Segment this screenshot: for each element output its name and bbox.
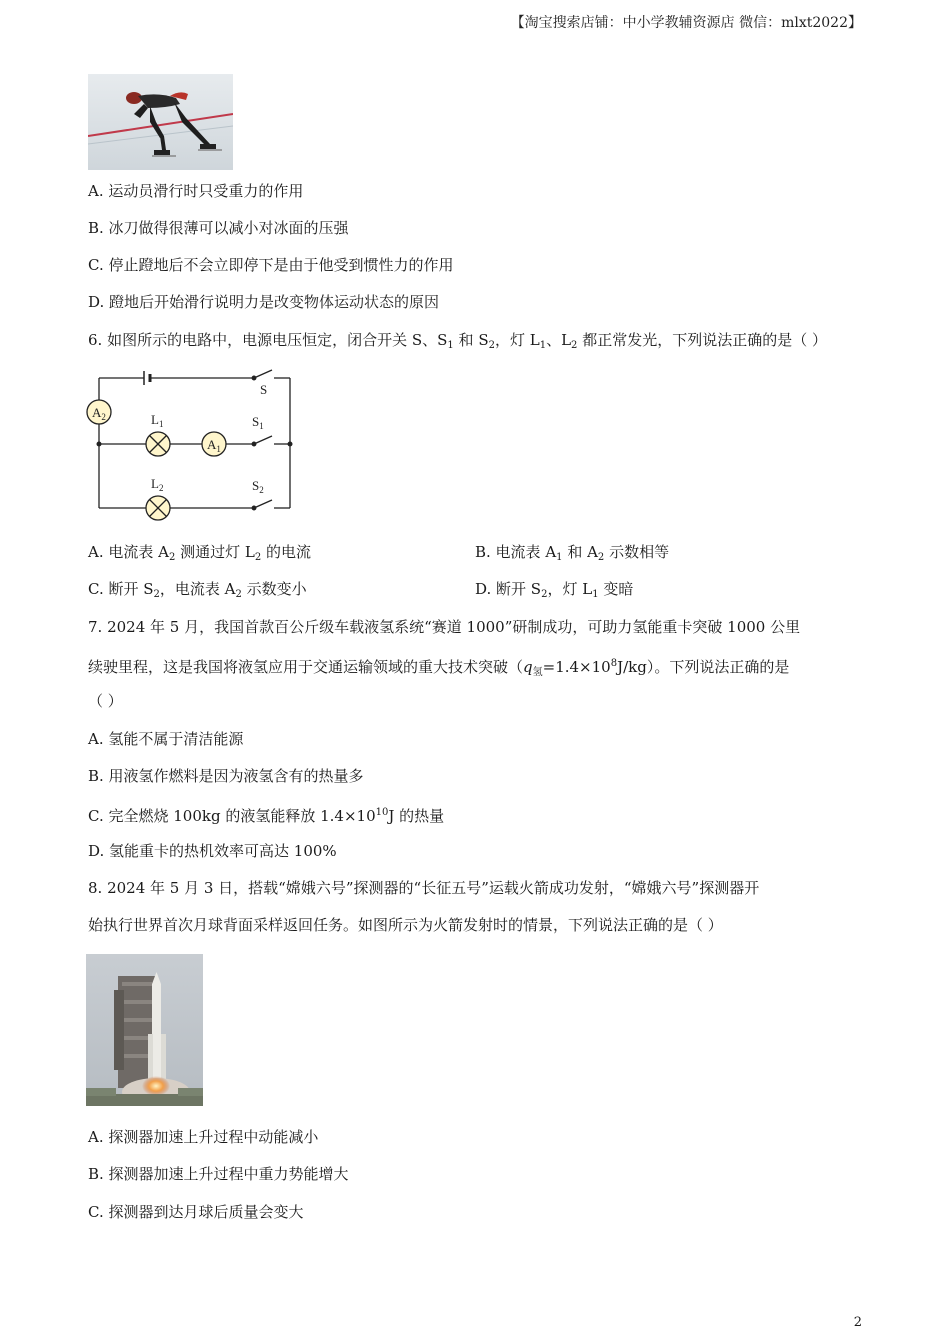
switch-s1-label: $S_1$ xyxy=(252,414,264,431)
q7-stem-line1: 7. 2024 年 5 月，我国首款百公斤级车载液氢系统“赛道 1000”研制成功，可助力氢能重卡突破 1000 公里 xyxy=(88,618,801,636)
q8-stem-line2: 始执行世界首次月球背面采样返回任务。如图所示为火箭发射时的情景，下列说法正确的是（ ） xyxy=(88,916,723,934)
q7-answer-paren: （ ） xyxy=(88,692,123,710)
q8-stem-line1: 8. 2024 年 5 月 3 日，搭载“嫦娥六号”探测器的“长征五号”运载火箭成功发射，“嫦娥六号”探测器开 xyxy=(88,879,760,897)
ammeter-a2-label: $A_2$ xyxy=(92,405,106,422)
page-number: 2 xyxy=(853,1315,862,1330)
ammeter-a1-label: $A_1$ xyxy=(207,437,221,454)
q5-option-d: D. 蹬地后开始滑行说明力是改变物体运动状态的原因 xyxy=(88,293,440,311)
q7-option-b: B. 用液氢作燃料是因为液氢含有的热量多 xyxy=(88,767,364,785)
q5-option-a: A. 运动员滑行时只受重力的作用 xyxy=(88,182,304,200)
q8-option-c: C. 探测器到达月球后质量会变大 xyxy=(88,1203,304,1221)
lamp-l2-label: $L_2$ xyxy=(151,476,164,493)
circuit-diagram xyxy=(82,362,302,530)
q7-option-d: D. 氢能重卡的热机效率可高达 100% xyxy=(88,842,337,860)
q8-option-b: B. 探测器加速上升过程中重力势能增大 xyxy=(88,1165,349,1183)
q6-option-d: D. 断开 $S_2$，灯 $L_1$ 变暗 xyxy=(475,580,634,600)
q6-stem: 6. 如图所示的电路中，电源电压恒定，闭合开关 S、$S_1$ 和 $S_2$，灯 $L_1$、$L_2$ 都正常发光，下列说法正确的是（ ） xyxy=(88,331,827,351)
q7-stem-line2: 续驶里程，这是我国将液氢应用于交通运输领域的重大技术突破$(q_氢=1.4\times 10^8J/kg)$。下列说法正确的是 xyxy=(88,658,790,678)
q7-option-a: A. 氢能不属于清洁能源 xyxy=(88,730,244,748)
page-header: 【淘宝搜索店铺：中小学教辅资源店 微信：mlxt2022】 xyxy=(510,15,862,31)
q6-option-a: A. 电流表 $A_2$ 测通过灯 $L_2$ 的电流 xyxy=(88,543,312,563)
lamp-l1-label: $L_1$ xyxy=(151,412,164,429)
q6-option-b: B. 电流表 $A_1$ 和 $A_2$ 示数相等 xyxy=(475,543,670,563)
switch-s2-label: $S_2$ xyxy=(252,478,264,495)
rocket-launch-photo xyxy=(86,954,203,1106)
switch-s-label: S xyxy=(260,382,268,397)
q5-option-c: C. 停止蹬地后不会立即停下是由于他受到惯性力的作用 xyxy=(88,256,454,274)
q7-option-c: C. 完全燃烧 100kg 的液氢能释放 $1.4\times 10^{10}J$ 的热量 xyxy=(88,807,445,825)
q5-option-b: B. 冰刀做得很薄可以减小对冰面的压强 xyxy=(88,219,349,237)
q8-option-a: A. 探测器加速上升过程中动能减小 xyxy=(88,1128,319,1146)
speed-skater-photo xyxy=(88,74,233,170)
q6-option-c: C. 断开 $S_2$，电流表 $A_2$ 示数变小 xyxy=(88,580,307,600)
